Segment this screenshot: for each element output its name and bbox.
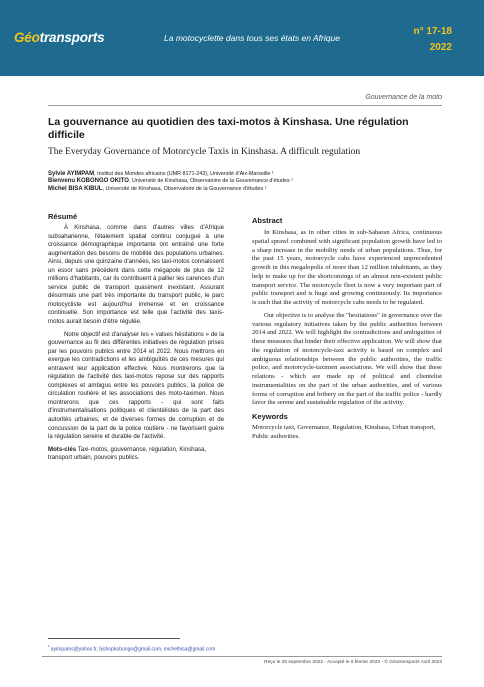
resume-paragraph: Notre objectif est d'analyser les « valses hésitations » de la gouvernance au fil des différentes initiatives de régulation prises par les pouvoirs publics entre 2014 et 2022. Nous mettrons en exergue les contradictions et les ambiguïtés de ces mesures qui entravent leur application effective. Nous montrerons que la régulation de l'activité des taxi-motos repose sur des rapports complexes et ambigus entre les pouvoirs publics, la police de circulation routière et les associations des moto-taximen. Nous montrerons que ces rapports - qui sont faits d'instrumentalisations politiques et clientélistes de la part des autorités urbaines, et de diverses formes de corruption et de concussion de la part de la police routière - ne favorisent guère la régulation sereine et durable de l'activité.	[48, 330, 224, 441]
keywords-heading: Keywords	[252, 412, 288, 421]
section-label: Gouvernance de la moto	[365, 94, 442, 101]
resume-heading: Résumé	[48, 212, 78, 221]
issue-year: 2022	[429, 42, 452, 53]
footer-dates: Reçu le 25 septembre 2022 - Accepté le 6 février 2023 - © Géotransports Avril 2023	[264, 660, 442, 665]
resume-paragraph: À Kinshasa, comme dans d'autres villes d'Afrique subsaharienne, l'étalement spatial continu conjugué à une croissance démographique importante ont entraîné une forte augmentation des besoins de mobilité des populations urbaines. Ainsi, depuis une quinzaine d'années, les taxi-motos connaissent un essor sans précédent dans cette mégapole de plus de 12 millions d'habitants, car ils contribuent à pallier les carences d'un service public de transport quasiment inexistant. Assurant désormais une part très importante du transport public, le parc motocycliste est aujourd'hui immense et en croissance continuelle. Son importance est telle que l'activité des taxis-motos aurait besoin d'être régulée.	[48, 224, 224, 326]
author-name: Michel BISA KIBUL	[48, 185, 103, 192]
abstract-paragraph: Our objective is to analyse the "hesitations" in governance over the various regulatory initiatives taken by the public authorities between 2014 and 2022. We will highlight the contradictions and ambiguities of these measures that hinder their effective application. We will show that the regulation of motorcycle-taxi activity is based on complex and ambiguous relationships between the public authorities, the traffic police, and motorcycle-taximen associations. We will show that these relations - which are made up of political and clientelist instrumentalities on the part of the urban authorities, and of various forms of corruption and bribery on the part of the traffic police - hardly favor the serene and sustainable regulation of the activity.	[252, 311, 442, 407]
resume-body	[48, 224, 224, 442]
author-affiliation: , Institut des Mondes africains (UMR 8171-243), Université d'Aix-Marseille ¹	[94, 171, 274, 177]
keywords-text: Motorcycle taxi, Governance, Regulation, Kinshasa, Urban transport, Public authorities.	[252, 424, 436, 440]
resume-keywords-text: Taxi-motos, gouvernance, régulation, Kinshasa, transport urbain, pouvoirs publics.	[48, 445, 207, 462]
author-affiliation: , Université de Kinshasa, Observatoire de la Gouvernance d'études ¹	[102, 185, 267, 192]
article-title-en: The Everyday Governance of Motorcycle Taxis in Kinshasa. A difficult regulation	[48, 147, 361, 157]
footnote-emails[interactable]: ayimpams@yahoo.fr, bishopkobongo@gmail.com, michelbisa@gmail.com	[50, 646, 216, 653]
issue-number: n° 17-18	[413, 26, 452, 37]
resume-keywords	[48, 446, 224, 463]
author-entry	[48, 178, 438, 185]
footer-divider	[42, 656, 442, 657]
abstract-column	[252, 216, 442, 441]
author-entry	[48, 186, 438, 193]
author-list	[48, 171, 438, 193]
journal-logo: Géotransports	[14, 30, 105, 45]
journal-banner	[0, 0, 484, 76]
abstract-body	[252, 229, 442, 408]
issue-theme: La motocyclette dans tous ses états en Afrique	[164, 33, 340, 43]
footnote-marker: ¹	[48, 644, 50, 649]
footnote	[48, 644, 215, 653]
author-entry	[48, 171, 438, 178]
author-affiliation: , Université de Kinshasa, Observatoire de la Gouvernance d'études ¹	[128, 178, 293, 185]
section-divider	[48, 105, 442, 106]
author-name: Sylvie AYIMPAM	[48, 171, 95, 177]
abstract-paragraph: In Kinshasa, as in other cities in sub-Saharan Africa, continuous spatial sprawl combined with significant population growth have led to a sharp increase in the mobility needs of urban populations. Thus, for the past 15 years, motorcycle cabs have experienced unprecedented growth in this megalopolis of more than 12 million inhabitants, as they help to make up for the shortcomings of an almost non-existent public transport service. The motorcycle fleet is now a very important part of public transport and is huge and growing continuously. Its importance is such that the activity of motorcycle cabs needs to be regulated.	[252, 229, 442, 306]
footnote-divider	[48, 638, 180, 639]
article-title-fr: La gouvernance au quotidien des taxi-motos à Kinshasa. Une régulation difficile	[48, 116, 409, 141]
resume-column	[48, 212, 224, 463]
abstract-heading: Abstract	[252, 216, 283, 225]
resume-keywords-label: Mots-clés	[48, 445, 77, 453]
author-name: Bienvenu KOBONGO OKITO	[48, 178, 129, 185]
